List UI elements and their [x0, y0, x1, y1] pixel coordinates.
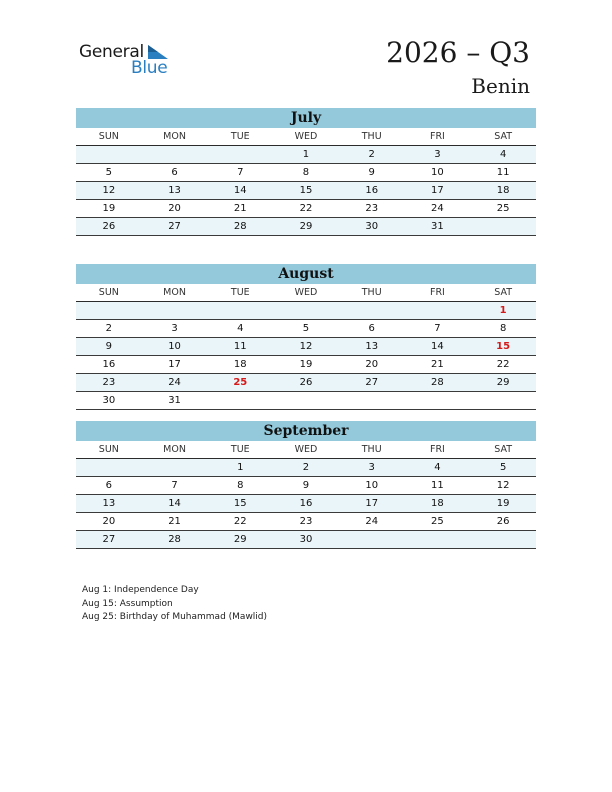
empty-day-cell [470, 392, 536, 409]
day-cell: 10 [168, 341, 181, 352]
day-cell: 27 [365, 377, 379, 388]
day-cell: 5 [105, 167, 113, 178]
week-row [76, 200, 536, 218]
day-cell: 17 [431, 185, 444, 196]
day-cell: 3 [368, 462, 375, 473]
empty-day-cell [207, 146, 273, 163]
day-cell: 15 [496, 341, 511, 352]
weekday-label: WED [294, 131, 318, 142]
day-cell: 27 [102, 534, 116, 545]
day-cell: 2 [368, 149, 375, 160]
day-cell: 11 [233, 341, 247, 352]
day-cell: 16 [365, 185, 379, 196]
empty-day-cell [142, 302, 208, 319]
day-cell: 17 [168, 359, 181, 370]
day-cell: 28 [168, 534, 181, 545]
day-cell: 19 [102, 203, 116, 214]
day-cell: 19 [299, 359, 313, 370]
day-cell: 6 [171, 167, 178, 178]
day-cell: 14 [431, 341, 444, 352]
week-row [76, 459, 536, 477]
day-cell: 30 [102, 395, 116, 406]
day-cell: 21 [168, 516, 181, 527]
day-cell: 7 [171, 480, 178, 491]
day-cell: 6 [368, 323, 375, 334]
day-cell: 29 [233, 534, 247, 545]
day-cell: 16 [102, 359, 116, 370]
day-cell: 25 [496, 203, 510, 214]
empty-day-cell [470, 218, 536, 235]
month-block-september [76, 421, 536, 549]
day-cell: 30 [365, 221, 379, 232]
week-row [76, 531, 536, 549]
day-cell: 8 [302, 167, 310, 178]
empty-day-cell [207, 392, 273, 409]
weekday-header-row [76, 284, 536, 302]
day-cell: 20 [102, 516, 116, 527]
day-cell: 24 [168, 377, 181, 388]
day-cell: 23 [299, 516, 313, 527]
empty-day-cell [405, 302, 471, 319]
month-title: September [76, 421, 536, 441]
empty-day-cell [207, 302, 273, 319]
day-cell: 6 [105, 480, 113, 491]
empty-day-cell [76, 302, 142, 319]
weekday-label: SUN [98, 287, 119, 298]
day-cell: 17 [365, 498, 379, 509]
day-cell: 9 [368, 167, 375, 178]
day-cell: 31 [168, 395, 181, 406]
weekday-label: SAT [494, 131, 513, 142]
day-cell: 21 [431, 359, 444, 370]
month-block-august [76, 264, 536, 410]
weekday-label: THU [361, 287, 382, 298]
empty-day-cell [273, 302, 339, 319]
weekday-label: SAT [494, 287, 513, 298]
empty-day-cell [273, 392, 339, 409]
weekday-label: FRI [429, 444, 445, 455]
day-cell: 21 [233, 203, 247, 214]
weekday-header-row [76, 128, 536, 146]
page-title: 2026 – Q3 [386, 36, 530, 69]
day-cell: 10 [365, 480, 379, 491]
month-weeks [76, 459, 536, 549]
holiday-notes [82, 584, 267, 625]
week-row [76, 182, 536, 200]
day-cell: 23 [102, 377, 116, 388]
week-row [76, 513, 536, 531]
week-row [76, 146, 536, 164]
day-cell: 22 [233, 516, 247, 527]
day-cell: 20 [365, 359, 379, 370]
weekday-label: SUN [98, 444, 119, 455]
day-cell: 24 [365, 516, 379, 527]
day-cell: 19 [496, 498, 510, 509]
weekday-label: TUE [230, 287, 250, 298]
day-cell: 14 [233, 185, 247, 196]
weekday-header-row [76, 441, 536, 459]
day-cell: 26 [496, 516, 510, 527]
empty-day-cell [76, 459, 142, 476]
day-cell: 16 [299, 498, 313, 509]
month-weeks [76, 302, 536, 410]
day-cell: 25 [431, 516, 444, 527]
day-cell: 30 [299, 534, 313, 545]
day-cell: 8 [237, 480, 244, 491]
week-row [76, 302, 536, 320]
month-block-july [76, 108, 536, 236]
day-cell: 18 [496, 185, 510, 196]
day-cell: 20 [168, 203, 181, 214]
day-cell: 4 [434, 462, 441, 473]
day-cell: 2 [302, 462, 310, 473]
day-cell: 18 [233, 359, 247, 370]
day-cell: 26 [299, 377, 313, 388]
day-cell: 1 [499, 305, 507, 316]
day-cell: 10 [431, 167, 444, 178]
month-title: August [76, 264, 536, 284]
logo-word-general: General [79, 42, 144, 62]
day-cell: 24 [431, 203, 444, 214]
day-cell: 3 [434, 149, 441, 160]
weekday-label: MON [163, 444, 186, 455]
week-row [76, 356, 536, 374]
day-cell: 8 [499, 323, 507, 334]
holiday-note: Aug 1: Independence Day [82, 585, 199, 595]
weekday-label: WED [294, 444, 318, 455]
day-cell: 31 [431, 221, 444, 232]
day-cell: 4 [499, 149, 507, 160]
day-cell: 12 [496, 480, 510, 491]
day-cell: 9 [105, 341, 113, 352]
holiday-note: Aug 25: Birthday of Muhammad (Mawlid) [82, 612, 268, 622]
month-title: July [76, 108, 536, 128]
weekday-label: FRI [429, 131, 445, 142]
day-cell: 15 [299, 185, 313, 196]
weekday-label: THU [361, 131, 382, 142]
empty-day-cell [339, 392, 405, 409]
day-cell: 26 [102, 221, 116, 232]
week-row [76, 477, 536, 495]
weekday-label: TUE [230, 131, 250, 142]
week-row [76, 320, 536, 338]
day-cell: 23 [365, 203, 379, 214]
empty-day-cell [142, 459, 208, 476]
day-cell: 28 [431, 377, 444, 388]
weekday-label: SUN [98, 131, 119, 142]
empty-day-cell [76, 146, 142, 163]
day-cell: 7 [434, 323, 441, 334]
weekday-label: THU [361, 444, 382, 455]
day-cell: 5 [302, 323, 310, 334]
day-cell: 1 [237, 462, 244, 473]
day-cell: 5 [499, 462, 507, 473]
day-cell: 2 [105, 323, 113, 334]
day-cell: 22 [299, 203, 313, 214]
week-row [76, 495, 536, 513]
country-name: Benin [471, 74, 530, 98]
week-row [76, 338, 536, 356]
weekday-label: TUE [230, 444, 250, 455]
weekday-label: MON [163, 131, 186, 142]
week-row [76, 392, 536, 410]
empty-day-cell [470, 531, 536, 548]
day-cell: 9 [302, 480, 310, 491]
month-weeks [76, 146, 536, 236]
empty-day-cell [339, 531, 405, 548]
empty-day-cell [405, 531, 471, 548]
holiday-note: Aug 15: Assumption [82, 598, 173, 609]
weekday-label: SAT [494, 444, 513, 455]
day-cell: 13 [102, 498, 116, 509]
day-cell: 28 [233, 221, 247, 232]
empty-day-cell [405, 392, 471, 409]
week-row [76, 164, 536, 182]
day-cell: 3 [171, 323, 178, 334]
day-cell: 7 [237, 167, 244, 178]
day-cell: 15 [233, 498, 247, 509]
day-cell: 4 [237, 323, 244, 334]
empty-day-cell [142, 146, 208, 163]
week-row [76, 374, 536, 392]
day-cell: 1 [302, 149, 310, 160]
day-cell: 29 [496, 377, 510, 388]
day-cell: 18 [431, 498, 444, 509]
day-cell: 22 [496, 359, 510, 370]
logo-word-blue: Blue [131, 58, 168, 78]
day-cell: 12 [299, 341, 313, 352]
day-cell: 12 [102, 185, 116, 196]
weekday-label: WED [294, 287, 318, 298]
day-cell: 27 [168, 221, 181, 232]
week-row [76, 218, 536, 236]
day-cell: 13 [365, 341, 379, 352]
weekday-label: FRI [429, 287, 445, 298]
day-cell: 11 [431, 480, 444, 491]
day-cell: 14 [168, 498, 181, 509]
day-cell: 29 [299, 221, 313, 232]
empty-day-cell [339, 302, 405, 319]
generalblue-logo [79, 40, 179, 80]
day-cell: 11 [496, 167, 510, 178]
weekday-label: MON [163, 287, 186, 298]
day-cell: 25 [233, 377, 248, 388]
day-cell: 13 [168, 185, 181, 196]
